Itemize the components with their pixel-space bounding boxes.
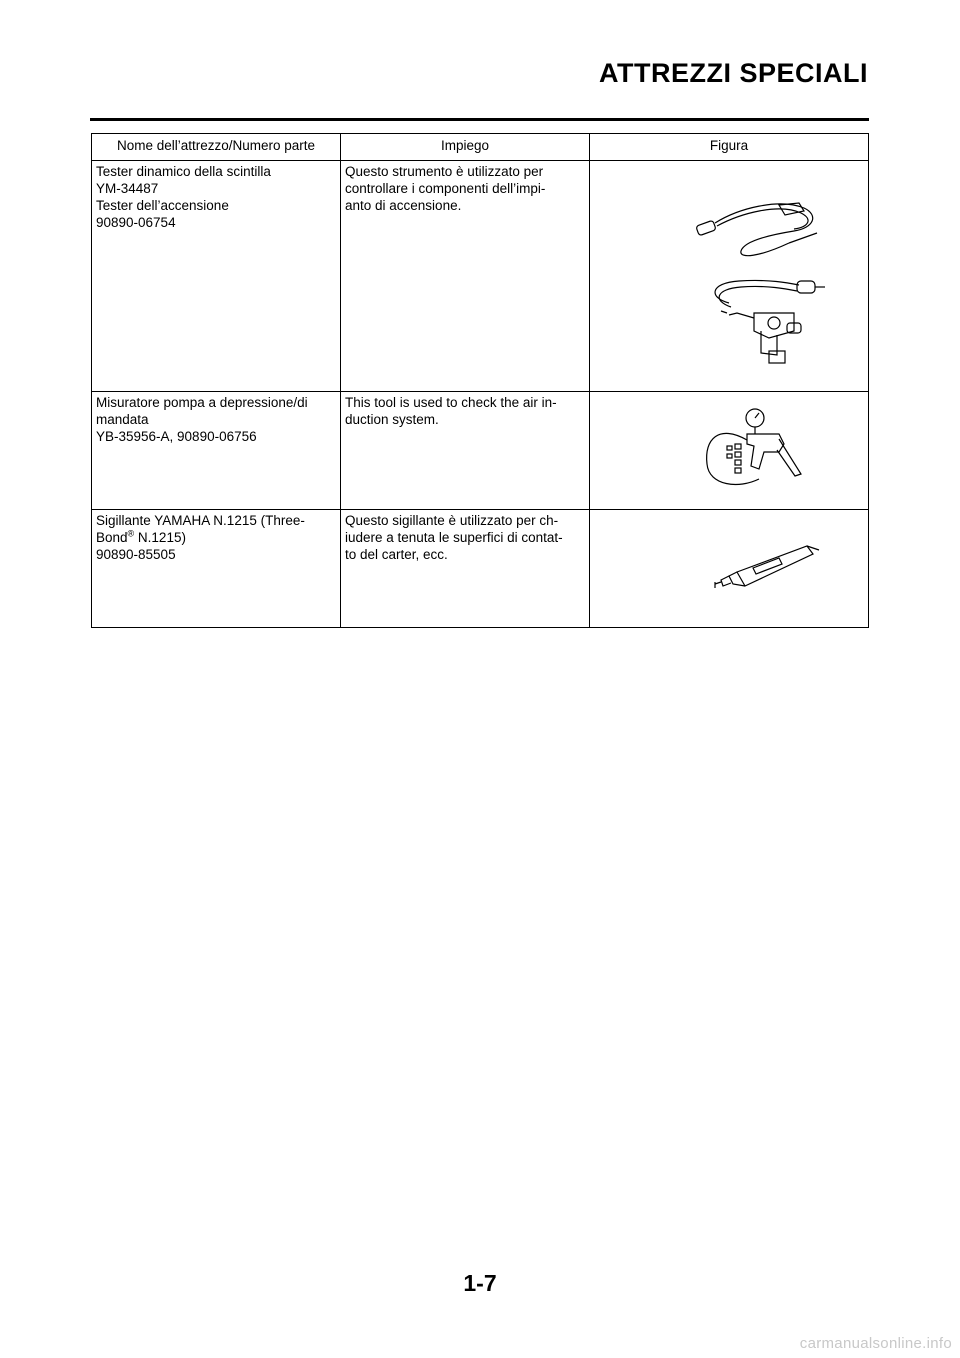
tool-part-number: YB-35956-A, 90890-06756	[96, 429, 257, 444]
tool-name-line	[96, 529, 336, 546]
tool-part-number: 90890-85505	[96, 547, 176, 562]
tool-name-cell	[92, 510, 341, 628]
table-row	[92, 510, 869, 628]
tool-name-line: Tester dell’accensione	[96, 198, 229, 213]
tool-usage-line: Questo strumento è utilizzato per	[345, 164, 544, 179]
column-header-usage: Impiego	[341, 134, 590, 161]
registered-mark: ®	[127, 528, 135, 539]
tool-usage-line: Questo sigillante è utilizzato per ch-	[345, 513, 559, 528]
tool-name-line: Misuratore pompa a depressione/di	[96, 395, 308, 410]
ignition-checker-icon	[629, 163, 829, 381]
page-title: ATTREZZI SPECIALI	[599, 58, 868, 88]
tool-usage-line: This tool is used to check the air in-	[345, 395, 557, 410]
table-row	[92, 392, 869, 510]
tool-name-cell	[92, 161, 341, 392]
tool-usage-line: anto di accensione.	[345, 198, 462, 213]
column-header-name: Nome dell’attrezzo/Numero parte	[92, 134, 341, 161]
tool-name-line: Tester dinamico della scintilla	[96, 164, 271, 179]
tool-usage-cell	[341, 510, 590, 628]
tool-figure-cell	[590, 510, 869, 628]
tool-name-line: mandata	[96, 412, 149, 427]
special-tools-table	[91, 133, 869, 628]
title-rule	[90, 118, 869, 121]
tool-name-line: Sigillante YAMAHA N.1215 (Three-	[96, 513, 305, 528]
tool-usage-cell	[341, 392, 590, 510]
tool-usage-cell	[341, 161, 590, 392]
page-number: 1-7	[463, 1270, 497, 1296]
column-header-figure: Figura	[590, 134, 869, 161]
tool-usage-line: to del carter, ecc.	[345, 547, 448, 562]
tool-name-text: N.1215)	[134, 530, 186, 545]
tool-figure-cell	[590, 392, 869, 510]
sealant-tube-icon	[629, 512, 829, 620]
tool-usage-line: iudere a tenuta le superfici di contat-	[345, 530, 563, 545]
watermark: carmanualsonline.info	[799, 1335, 952, 1352]
tool-usage-line: duction system.	[345, 412, 439, 427]
tool-name-cell	[92, 392, 341, 510]
tool-figure-cell	[590, 161, 869, 392]
tool-part-number: YM-34487	[96, 181, 159, 196]
vacuum-pump-gauge-icon	[629, 394, 829, 502]
table-row	[92, 161, 869, 392]
table-header-row	[92, 134, 869, 161]
tool-usage-line: controllare i componenti dell’impi-	[345, 181, 546, 196]
tool-name-text: Bond	[96, 530, 128, 545]
tool-part-number: 90890-06754	[96, 215, 176, 230]
